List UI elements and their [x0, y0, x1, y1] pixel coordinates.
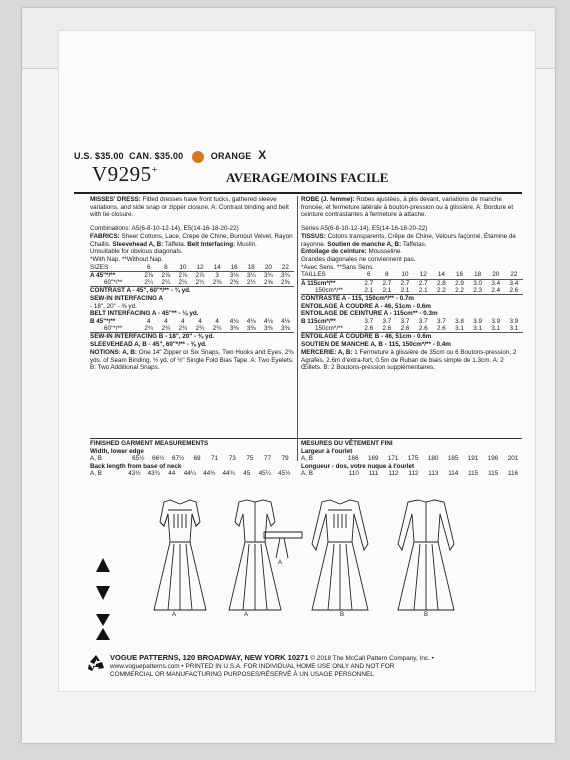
cell: 3.7: [436, 318, 446, 326]
fr-description: [301, 196, 523, 219]
cell: 45½: [278, 470, 291, 478]
cell: 45: [243, 470, 251, 478]
footer-copyright: © 2018 The McCall Pattern Company, Inc.: [310, 655, 430, 662]
en-sewin-a-label: SEW-IN INTERFACING A: [90, 294, 164, 302]
fr-tissus-text: Cotons transparents, Crêpe de Chine, Velours façonné, Étamine de rayonne.: [301, 232, 516, 248]
en-sleevehead-label: Sleevehead A, B:: [112, 240, 164, 248]
size-cell: 10: [396, 271, 414, 279]
en-yardage-table-b: [90, 318, 294, 333]
en-contrast: CONTRAST A - 45", 60"*/** - ¾ yd.: [90, 287, 191, 295]
size-cell: 14: [432, 271, 450, 279]
footer-printed: PRINTED IN U.S.A. FOR INDIVIDUAL HOME USE ONLY AND NOT FOR: [185, 663, 395, 670]
en-nap: *With Nap. **Without Nap.: [90, 255, 164, 263]
orange-dot-icon: [192, 151, 204, 163]
size-cell: 20: [260, 264, 277, 272]
fr-mercerie-label: MERCERIE: A, B:: [301, 348, 353, 356]
fr-soutien-text: Taffetas.: [402, 240, 427, 248]
cell: 196: [487, 455, 499, 463]
cell: 65½: [132, 455, 145, 463]
en-description: [90, 196, 294, 219]
cell: 2⅝: [260, 279, 277, 287]
cell: 2.6: [396, 325, 414, 333]
size-cell: 12: [191, 264, 208, 272]
en-belt-interfacing: BELT INTERFACING A - 45"** - ⅛ yd.: [90, 310, 199, 318]
row-label: 60"*/**: [90, 279, 140, 287]
pattern-code: V9295: [92, 162, 152, 186]
fr-width-label: Largeur à l'ourlet: [301, 447, 353, 455]
cell: 45¼: [258, 470, 271, 478]
cell: 2⅞: [195, 271, 205, 279]
fr-metrage-table-b: [301, 318, 523, 333]
row-label: 150cm*/**: [301, 287, 360, 295]
cell: 44¾: [222, 470, 235, 478]
row-label: A, B: [301, 470, 313, 478]
view-a-front-illustration: [140, 492, 220, 614]
cell: 79: [281, 455, 289, 463]
row-label: 60"*/**: [90, 325, 140, 333]
cell: 2.1: [414, 287, 432, 295]
size-cell: 22: [277, 264, 294, 272]
cell: 2¼: [140, 279, 157, 287]
cell: 2.8: [436, 279, 446, 287]
cell: 44: [168, 470, 176, 478]
fabric-symbols: [94, 556, 112, 651]
en-sleevehead-row: SLEEVEHEAD A, B - 45", 60"*/** - ⅜ yd.: [90, 341, 207, 349]
view-b-front-label: B: [340, 612, 345, 618]
cell: 2¾: [174, 325, 191, 333]
cell: 3.7: [400, 318, 410, 326]
cell: 3¾: [263, 271, 273, 279]
view-a-back-label: A: [244, 612, 249, 618]
cell: 3.4: [491, 279, 501, 287]
cell: 3.9: [473, 318, 482, 326]
fr-entoilage-text: Mousseline.: [368, 248, 403, 256]
fr-mercerie: [301, 349, 523, 372]
size-cell: 18: [469, 271, 487, 279]
cell: 2¼: [174, 279, 191, 287]
fr-series: Séries A5(6-8-10-12-14), E5(14-16-18-20-22): [301, 225, 428, 233]
cell: 2⅞: [161, 271, 171, 279]
en-back-label: Back length from base of neck: [90, 462, 182, 470]
cell: 77: [263, 455, 271, 463]
cell: 2.6: [414, 325, 432, 333]
cell: 2.7: [382, 279, 392, 287]
cell: 71: [211, 455, 219, 463]
cell: 2¼: [157, 279, 174, 287]
cell: 2.4: [487, 287, 505, 295]
en-finished: [90, 440, 294, 478]
en-sizes-label: SIZES: [90, 264, 140, 272]
cell: 3⅛: [229, 271, 239, 279]
cell: 2⅞: [144, 271, 154, 279]
cell: 2⅜: [226, 279, 243, 287]
cell: 171: [387, 455, 399, 463]
cell: 201: [507, 455, 519, 463]
top-rule: [74, 192, 522, 194]
cell: 2.1: [378, 287, 396, 295]
cell: 4: [181, 318, 185, 326]
size-cell: 6: [360, 271, 378, 279]
cell: 2¾: [209, 325, 226, 333]
en-fabrics-label: FABRICS:: [90, 232, 120, 240]
cell: 175: [407, 455, 419, 463]
cell: 3: [215, 271, 219, 279]
cell: 3.9: [491, 318, 501, 326]
column-divider: [297, 196, 298, 461]
cell: 43¾: [147, 470, 160, 478]
en-sewin-a-amount: - 18", 20" - ⅜ yd.: [90, 302, 137, 310]
en-width-table: [90, 455, 294, 462]
cell: 3⅜: [260, 325, 277, 333]
cell: 44½: [203, 470, 216, 478]
fr-soutien-row: SOUTIEN DE MANCHE A, B - 115, 150cm*/** - 0.4m: [301, 341, 451, 349]
belt-label: A: [278, 560, 283, 566]
en-width-label: Width, lower edge: [90, 447, 144, 455]
row-label: 150cm*/**: [301, 325, 360, 333]
cell: 2.1: [360, 287, 378, 295]
price-line: [74, 148, 266, 163]
size-cell: 12: [414, 271, 432, 279]
en-back-table: [90, 470, 294, 477]
pattern-plus: +: [151, 165, 158, 176]
row-label: B 45"*/**: [90, 318, 116, 326]
cell: 2.3: [469, 287, 487, 295]
cell: 67½: [172, 455, 185, 463]
en-belt-label: Belt Interfacing:: [187, 240, 236, 248]
en-sewin-b: SEW-IN INTERFACING B - 18", 20" - ⅜ yd.: [90, 333, 215, 341]
fr-mercerie-text: 1 Fermeture à glissière de 35cm ou 6 Boutons-pression, 2 Agrafes, 2.6m d'extra-fort, 0.5m de Ruban de biais simple de 1.3cm. A: 2 Œillets. B: 2 Boutons-pression supplémentaires.: [301, 348, 517, 372]
cell: 3.0: [473, 279, 482, 287]
footer-company: VOGUE PATTERNS, 120 BROADWAY, NEW YORK 10271: [110, 653, 309, 662]
en-finished-title: FINISHED GARMENT MEASUREMENTS: [90, 440, 209, 447]
fr-tissus-label: TISSUS:: [301, 232, 326, 240]
cell: 113: [428, 470, 439, 478]
price-color: ORANGE: [210, 151, 252, 161]
footer: [110, 654, 434, 679]
cell: 2.9: [455, 279, 464, 287]
cell: 2⅞: [178, 271, 188, 279]
cell: 2⅜: [209, 279, 226, 287]
cell: 4⅛: [281, 318, 290, 326]
cell: 2.2: [450, 287, 468, 295]
fr-contraste: CONTRASTE A - 115, 150cm*/** - 0.7m: [301, 294, 414, 302]
cell: 2¼: [191, 279, 208, 287]
french-column: [301, 196, 523, 372]
cell: 66½: [152, 455, 165, 463]
size-cell: 8: [157, 264, 174, 272]
cell: 4: [215, 318, 219, 326]
size-cell: 16: [226, 264, 243, 272]
fr-soutien-label: Soutien de manche A, B:: [327, 240, 402, 248]
fr-finished: [301, 440, 523, 478]
cell: 2.6: [360, 325, 378, 333]
cell: 115: [488, 470, 499, 478]
footer-website[interactable]: www.voguepatterns.com: [110, 663, 180, 670]
price-mark: X: [258, 148, 267, 162]
en-desc: Fitted dresses have front tucks, gathered sleeve variations, and side snap or zipper closure. A: Contrast binding and belt with tie closure.: [90, 196, 289, 219]
en-title: MISSES' DRESS:: [90, 196, 141, 203]
cell: 2.6: [378, 325, 396, 333]
fr-entoilage: [301, 248, 523, 256]
size-cell: 8: [378, 271, 396, 279]
cell: 112: [408, 470, 419, 478]
cell: 2.7: [364, 279, 374, 287]
en-notions: [90, 349, 294, 372]
cell: 44¼: [183, 470, 196, 478]
fabric-symbol-icons: [94, 556, 112, 646]
cell: 116: [508, 470, 519, 478]
cell: 75: [246, 455, 254, 463]
cell: 114: [448, 470, 459, 478]
recycle-icon: [86, 653, 106, 678]
price-us: U.S. $35.00: [74, 151, 124, 161]
view-b-front-illustration: [298, 492, 382, 614]
size-cell: 22: [505, 271, 523, 279]
fr-entoilage-b: ENTOILAGE À COUDRE B - 46, 51cm - 0.6m: [301, 333, 432, 341]
cell: 3.7: [382, 318, 392, 326]
cell: 3.1: [505, 325, 523, 333]
row-label: A, B: [301, 455, 313, 463]
cell: 3⅜: [277, 325, 294, 333]
row-label: B 115cm*/**: [301, 318, 336, 326]
cell: 4: [147, 318, 151, 326]
fr-back-table: [301, 470, 523, 477]
cell: 3.1: [469, 325, 487, 333]
cell: 2.7: [418, 279, 428, 287]
cell: 2¾: [157, 325, 174, 333]
en-sewin-a: [90, 295, 294, 303]
en-fabrics-text: Sheer Cottons, Lace, Crepe de Chine, Burnout Velvet, Rayon Challis.: [90, 232, 293, 248]
cell: 2.6: [432, 325, 450, 333]
fr-entoilage-ceinture: ENTOILAGE DE CEINTURE A - 115cm** - 0.3m: [301, 310, 438, 318]
cell: 4: [198, 318, 202, 326]
fr-back-label: Longueur - dos, votre nuque à l'ourlet: [301, 462, 415, 470]
en-notions-text: One 14" Zipper or Six Snaps, Two Hooks and Eyes, 2⅜ yds. of Seam Binding, ½ yd. of ½" Single Fold Bias Tape. A: Two Eyelets. B: Two Additional Snaps.: [90, 348, 294, 372]
en-combinations: Combinations: A5(6-8-10-12-14), E5(14-16-18-20-22): [90, 225, 239, 233]
en-notions-label: NOTIONS: A, B:: [90, 348, 137, 356]
size-cell: 20: [487, 271, 505, 279]
size-cell: 16: [450, 271, 468, 279]
footer-bullet-1: •: [431, 655, 434, 662]
cell: 3.8: [455, 318, 464, 326]
cell: 115: [468, 470, 479, 478]
fr-finished-title: MESURES DU VÊTEMENT FINI: [301, 440, 393, 447]
cell: 69: [193, 455, 201, 463]
fr-entoilage-label: Entoilage de ceinture:: [301, 248, 367, 256]
cell: 180: [427, 455, 439, 463]
cell: 73: [228, 455, 236, 463]
row-label: A 45"*/**: [90, 271, 116, 279]
fr-desc: Robes ajustées, à plis devant, variations de manche froncée, et fermeture latérale à bouton-pression ou à glissière. A: Bordure et ceinture contrastantes à fermeture à attache.: [301, 196, 514, 219]
cell: 2.7: [400, 279, 410, 287]
cell: 111: [368, 470, 379, 478]
cell: 2.6: [505, 287, 523, 295]
en-belt-text: Muslin.: [236, 240, 257, 248]
row-label: A, B: [90, 455, 102, 463]
cell: 43½: [128, 470, 141, 478]
fr-diagonales: Grandes diagonales ne conviennent pas.: [301, 255, 416, 263]
english-column: [90, 196, 294, 372]
cell: 3⅜: [243, 325, 260, 333]
cell: 3.1: [487, 325, 505, 333]
cell: 4⅛: [229, 318, 239, 326]
view-b-back-illustration: [384, 492, 468, 614]
cell: 3¼: [246, 271, 256, 279]
price-can: CAN. $35.00: [129, 151, 184, 161]
size-cell: 6: [140, 264, 157, 272]
en-fabrics: [90, 233, 294, 248]
fr-width-table: [301, 455, 523, 462]
cell: 3.1: [450, 325, 468, 333]
cell: 169: [367, 455, 379, 463]
cell: 4⅛: [246, 318, 256, 326]
cell: 2⅝: [277, 279, 294, 287]
footer-commercial: COMMERCIAL OR MANUFACTURING PURPOSES/RÉSERVÉ À UN USAGE PERSONNEL: [110, 671, 374, 678]
cell: 191: [467, 455, 479, 463]
cell: 3.7: [418, 318, 428, 326]
cell: 4: [164, 318, 168, 326]
size-cell: 14: [209, 264, 226, 272]
size-cell: 18: [243, 264, 260, 272]
cell: 4⅛: [263, 318, 273, 326]
pattern-number: [92, 162, 158, 187]
en-sleevehead-text: Taffeta.: [164, 240, 186, 248]
cell: 185: [447, 455, 459, 463]
cell: 3.4: [509, 279, 519, 287]
en-unsuitable: Unsuitable for obvious diagonals.: [90, 248, 183, 256]
cell: 166: [347, 455, 359, 463]
cell: 3.7: [364, 318, 374, 326]
cell: 3.9: [509, 318, 519, 326]
fr-tissus: [301, 233, 523, 248]
view-a-front-label: A: [172, 612, 177, 618]
finished-rule: [90, 438, 522, 439]
fr-metrage-table-a: [301, 271, 523, 295]
fr-entoilage-a: ENTOILAGE À COUDRE A - 46, 51cm - 0.6m: [301, 302, 431, 310]
cell: 112: [388, 470, 399, 478]
cell: 2.2: [432, 287, 450, 295]
cell: 3⅜: [226, 325, 243, 333]
view-b-back-label: B: [424, 612, 429, 618]
cell: 2½: [243, 279, 260, 287]
en-yardage-table-a: [90, 264, 294, 288]
footer-bullet-2: •: [181, 663, 184, 670]
cell: 2.1: [396, 287, 414, 295]
cell: 2¾: [191, 325, 208, 333]
skill-level: AVERAGE/MOINS FACILE: [226, 170, 389, 185]
row-label: A, B: [90, 470, 102, 478]
cell: 3¾: [281, 271, 290, 279]
cell: 2¾: [140, 325, 157, 333]
size-cell: 10: [174, 264, 191, 272]
row-label: A 115cm*/**: [301, 279, 336, 287]
fr-title: ROBE (J. femme):: [301, 196, 355, 203]
fr-sens: *Avec Sens. **Sans Sens.: [301, 263, 375, 271]
cell: 110: [348, 470, 359, 478]
fr-tailles-label: TAILLES: [301, 271, 360, 279]
